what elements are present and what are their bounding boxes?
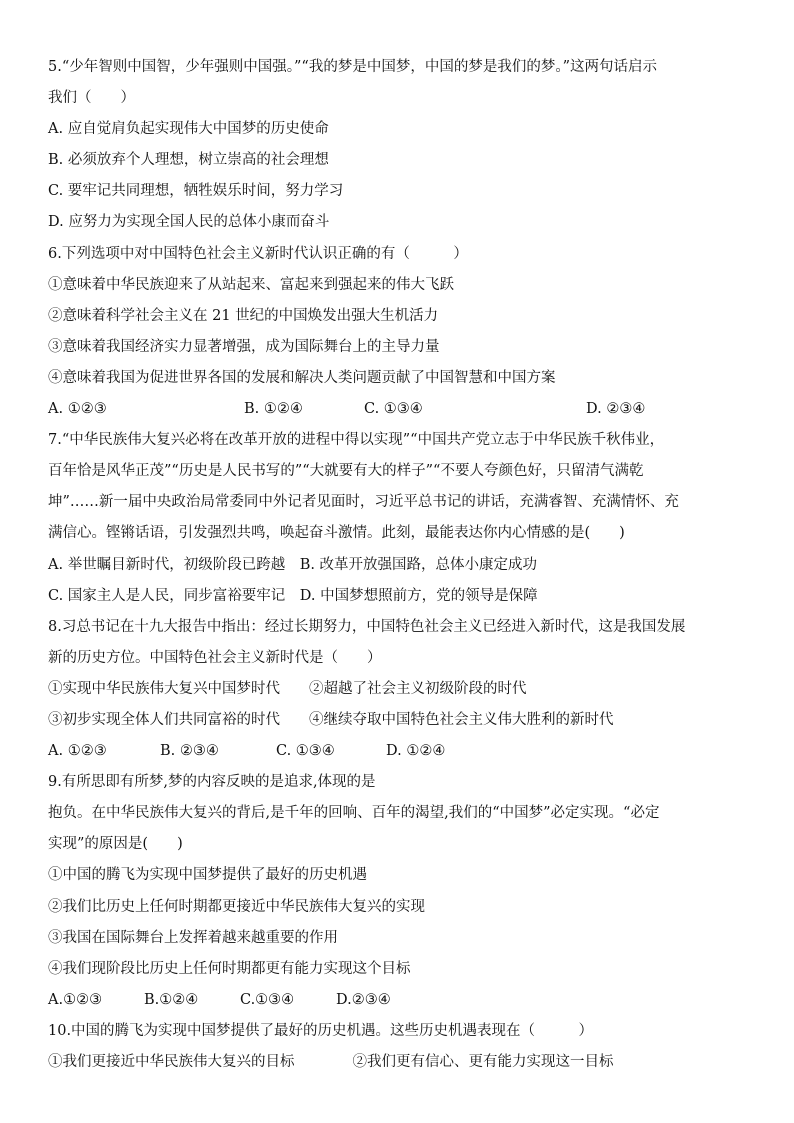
option-d: D. 应努力为实现全国人民的总体小康而奋斗	[48, 214, 330, 231]
exam-page	[48, 52, 758, 1078]
statement-row-34: ③初步实现全体人们共同富裕的时代 ④继续夺取中国特色社会主义伟大胜利的新时代	[48, 711, 614, 728]
question-stem-line: 我们（ ）	[48, 90, 135, 107]
option-b: B. 必须放弃个人理想，树立崇高的社会理想	[48, 152, 329, 169]
choice-row	[48, 394, 758, 425]
question-stem-line: 6.下列选项中对中国特色社会主义新时代认识正确的有（ ）	[48, 245, 468, 262]
question-stem-line: 10.中国的腾飞为实现中国梦提供了最好的历史机遇。这些历史机遇表现在（ ）	[48, 1022, 594, 1039]
question-stem-line: 7.“中华民族伟大复兴必将在改革开放的进程中得以实现”“中国共产党立志于中华民族千秋伟业，	[48, 432, 665, 449]
option-row-cd: C. 国家主人是人民，同步富裕要牢记 D. 中国梦想照前方，党的领导是保障	[48, 587, 538, 604]
choice-c: C. ①③④	[364, 401, 423, 418]
choice-d: D.②③④	[336, 991, 391, 1008]
choice-c: C.①③④	[240, 991, 295, 1008]
choice-b: B. ②③④	[160, 743, 219, 760]
statement-2: ②意味着科学社会主义在 21 世纪的中国焕发出强大生机活力	[48, 307, 439, 324]
question-6	[48, 239, 758, 426]
question-stem-line: 8.习总书记在十九大报告中指出：经过长期努力，中国特色社会主义已经进入新时代，这是我国发展	[48, 618, 686, 635]
question-5	[48, 52, 758, 239]
option-c: C. 要牢记共同理想，牺牲娱乐时间，努力学习	[48, 183, 344, 200]
question-stem-line: 抱负。在中华民族伟大复兴的背后,是千年的回响、百年的渴望,我们的“中国梦”必定实现。“必定	[48, 805, 660, 822]
choice-row	[48, 736, 758, 767]
question-10	[48, 1016, 758, 1078]
choice-d: D. ②③④	[586, 401, 646, 418]
choice-a: A.①②③	[48, 991, 103, 1008]
question-8	[48, 612, 758, 767]
choice-a: A. ①②③	[48, 743, 107, 760]
question-stem-line: 9.有所思即有所梦,梦的内容反映的是追求,体现的是	[48, 774, 376, 791]
choice-a: A. ①②③	[48, 401, 107, 418]
statement-1: ①中国的腾飞为实现中国梦提供了最好的历史机遇	[48, 867, 367, 884]
choice-d: D. ①②④	[386, 743, 446, 760]
option-row-ab: A. 举世瞩目新时代，初级阶段已跨越 B. 改革开放强国路，总体小康定成功	[48, 556, 538, 573]
choice-c: C. ①③④	[276, 743, 335, 760]
question-stem-line: 新的历史方位。中国特色社会主义新时代是（ ）	[48, 649, 382, 666]
statement-2: ②我们比历史上任何时期都更接近中华民族伟大复兴的实现	[48, 898, 425, 915]
question-7	[48, 425, 758, 612]
question-stem-line: 百年恰是风华正茂”“历史是人民书写的”“大就要有大的样子”“不要人夸颜色好，只留清气满乾	[48, 463, 644, 480]
statement-row-12: ①我们更接近中华民族伟大复兴的目标 ②我们更有信心、更有能力实现这一目标	[48, 1054, 614, 1070]
choice-b: B. ①②④	[244, 401, 303, 418]
choice-row	[48, 985, 758, 1016]
statement-3: ③意味着我国经济实力显著增强，成为国际舞台上的主导力量	[48, 338, 440, 355]
choice-b: B.①②④	[144, 991, 199, 1008]
option-a: A. 应自觉肩负起实现伟大中国梦的历史使命	[48, 121, 329, 138]
question-stem-line: 坤”……新一届中央政治局常委同中外记者见面时，习近平总书记的讲话，充满睿智、充满情怀、充	[48, 494, 679, 511]
question-9	[48, 767, 758, 1016]
statement-4: ④我们现阶段比历史上任何时期都更有能力实现这个目标	[48, 960, 411, 977]
statement-1: ①意味着中华民族迎来了从站起来、富起来到强起来的伟大飞跃	[48, 276, 454, 293]
question-stem-line: 实现”的原因是( )	[48, 836, 183, 853]
question-stem-line: 5.“少年智则中国智，少年强则中国强。”“我的梦是中国梦，中国的梦是我们的梦。”这两句话启示	[48, 59, 657, 75]
statement-4: ④意味着我国为促进世界各国的发展和解决人类问题贡献了中国智慧和中国方案	[48, 369, 556, 386]
statement-row-12: ①实现中华民族伟大复兴中国梦时代 ②超越了社会主义初级阶段的时代	[48, 680, 527, 697]
question-stem-line: 满信心。铿锵话语，引发强烈共鸣，唤起奋斗激情。此刻，最能表达你内心情感的是( )	[48, 525, 625, 542]
statement-3: ③我国在国际舞台上发挥着越来越重要的作用	[48, 929, 338, 946]
